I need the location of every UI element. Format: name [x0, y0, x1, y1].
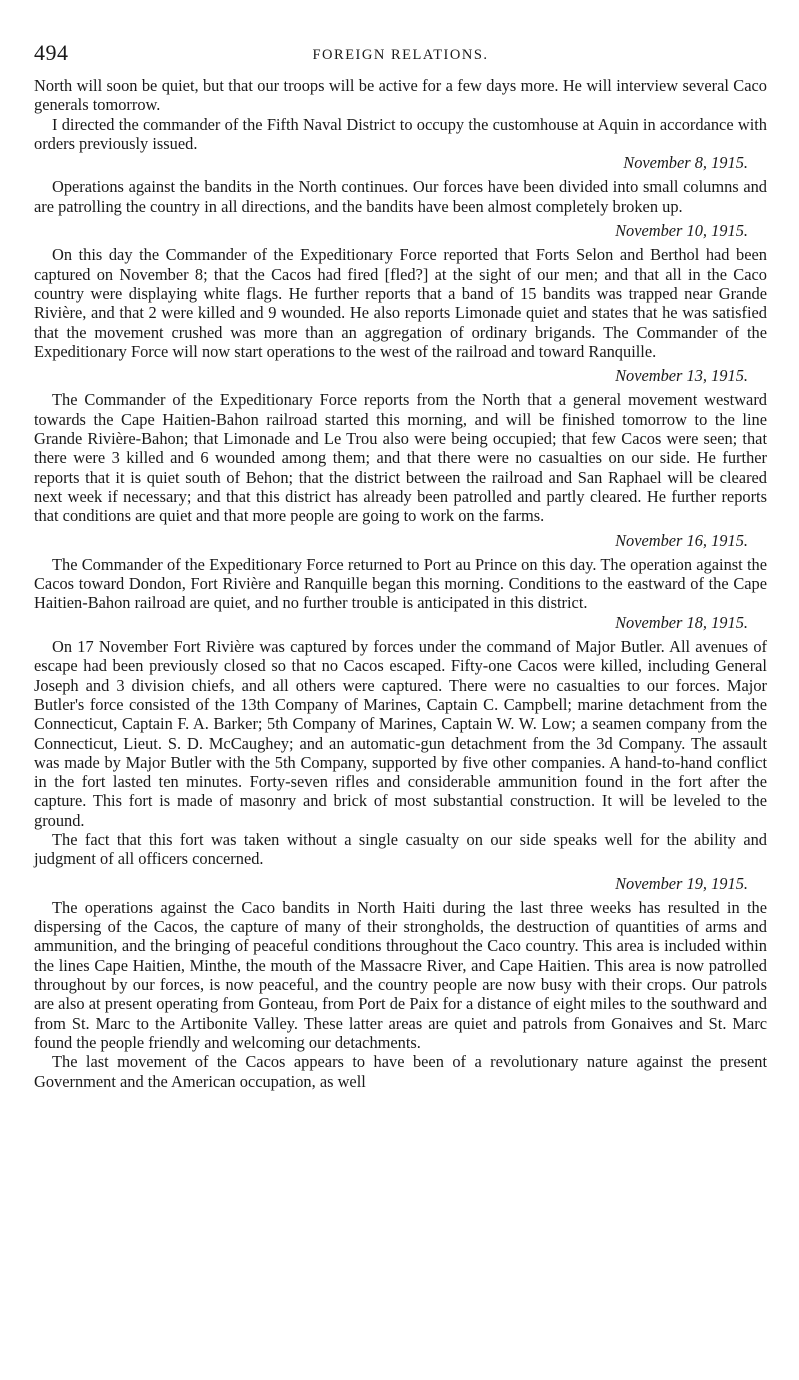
dateline: November 18, 1915.	[615, 612, 748, 632]
paragraph: On 17 November Fort Rivière was captured by forces under the command of Major Butler. All avenues of escape had been previously closed so that no Cacos escaped. Fifty-one Cacos were killed, including General Joseph and 3 division chiefs, and all others were captured. There were no casualties to our forces. Major Butler's force consisted of the 13th Company of Marines, Captain C. Campbell; marine detachment from the Connecticut, Captain F. A. Barker; 5th Company of Marines, Captain W. W. Low; a seamen company from the Connecticut, Lieut. S. D. McCaughey; and an automatic-gun detachment from the 3d Company. The assault was made by Major Butler with the 5th Company, supported by five other companies. A hand-to-hand conflict in the fort lasted ten minutes. Forty-seven rifles and considerable ammunition found in the fort after the capture. This fort is made of masonry and brick of most substantial construction. It will be leveled to the ground.	[34, 637, 767, 830]
paragraph: The operations against the Caco bandits in North Haiti during the last three weeks has resulted in the dispersing of the Cacos, the capture of many of their strongholds, the destruction of quantities of arms and ammunition, and the bringing of peaceful conditions throughout the Caco country. This area is included within the lines Cape Haitien, Minthe, the mouth of the Massacre River, and Cape Haitien. This area is now patrolled throughout by our forces, is now peaceful, and the country people are now busy with their crops. Our patrols are also at present operating from Gonteau, from Port de Paix for a distance of eight miles to the southward and from St. Marc to the Artibonite Valley. These latter areas are quiet and patrols from Gonaives and St. Marc found the people friendly and welcoming our detachments.	[34, 897, 767, 1052]
paragraph: The Commander of the Expeditionary Force reports from the North that a general movement westward towards the Cape Haitien-Bahon railroad started this morning, and will be finished tomorrow to the line Grande Rivière-Bahon; that Limonade and Le Trou also were being occupied; that few Cacos were seen; that there were 3 killed and 6 wounded among them; and that there were no casualties on our side. He further reports that it is quiet south of Behon; that the district between the railroad and San Raphael will be cleared next week if necessary; and that this district has already been patrolled and partly cleared. He further reports that conditions are quiet and that more people are going to work on the farms.	[34, 390, 767, 526]
dateline: November 16, 1915.	[615, 530, 748, 550]
dateline: November 10, 1915.	[615, 221, 748, 241]
document-page	[34, 40, 767, 1091]
paragraph: I directed the commander of the Fifth Naval District to occupy the customhouse at Aquin in accordance with orders previously issued.	[34, 114, 767, 153]
paragraph: The last movement of the Cacos appears to have been of a revolutionary nature against the present Government and the American occupation, as well	[34, 1052, 767, 1091]
paragraph: The fact that this fort was taken without a single casualty on our side speaks well for the ability and judgment of all officers concerned.	[34, 829, 767, 869]
body-text	[34, 76, 767, 1091]
page-number: 494	[34, 40, 69, 65]
paragraph: The Commander of the Expeditionary Force returned to Port au Prince on this day. The operation against the Cacos toward Dondon, Fort Rivière and Ranquille began this morning. Conditions to the eastward of the Cape Haitien-Bahon railroad are quiet, and no further trouble is anticipated in this district.	[34, 554, 767, 613]
dateline: November 13, 1915.	[615, 366, 748, 386]
running-title: FOREIGN RELATIONS.	[312, 47, 489, 63]
paragraph-continued: North will soon be quiet, but that our troops will be active for a few days more. He will interview several Caco generals tomorrow.	[34, 76, 767, 115]
running-head	[34, 40, 767, 76]
dateline: November 8, 1915.	[623, 153, 748, 173]
paragraph: On this day the Commander of the Expeditionary Force reported that Forts Selon and Berthol had been captured on November 8; that the Cacos had fired [fled?] at the sight of our men; and that all in the Caco country were displaying white flags. He further reports that a band of 15 bandits was trapped near Grande Rivière, and that 2 were killed and 9 wounded. He also reports Limonade quiet and states that he was satisfied that the movement crushed was more than an aggregation of ordinary brigands. The Commander of the Expeditionary Force will now start operations to the west of the railroad and toward Ranquille.	[34, 245, 767, 361]
paragraph: Operations against the bandits in the North continues. Our forces have been divided into small columns and are patrolling the country in all directions, and the bandits have been almost completely broken up.	[34, 177, 767, 216]
dateline: November 19, 1915.	[615, 873, 748, 893]
